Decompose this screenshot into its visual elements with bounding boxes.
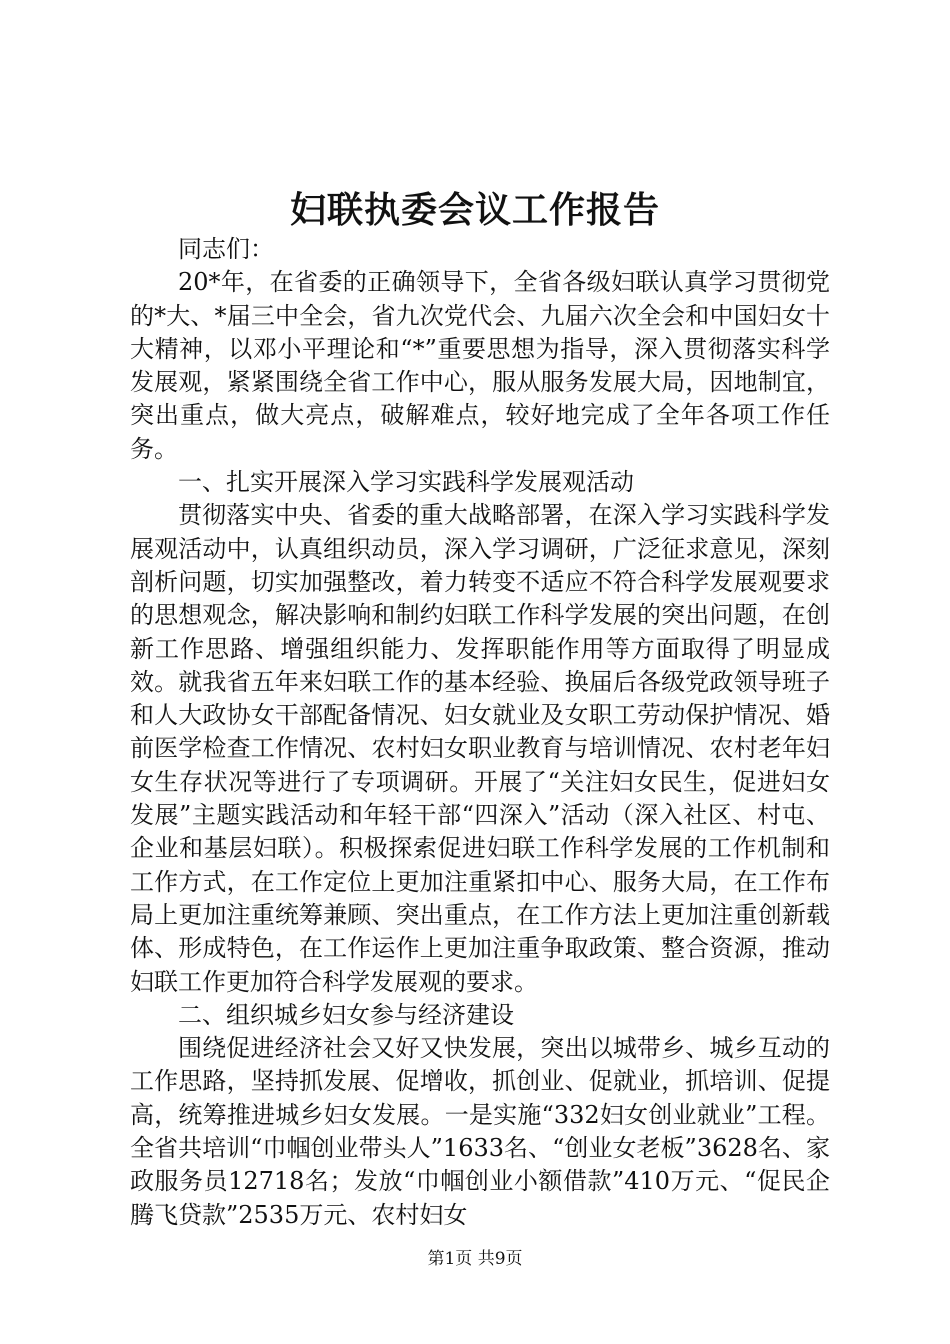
page-footer: 第1页 共9页 [427,1249,523,1269]
salutation-paragraph: 同志们： [178,235,274,263]
document-body [130,233,830,1232]
document-title: 妇联执委会议工作报告 [289,189,660,231]
section-heading-1: 一、扎实开展深入学习实践科学发展观活动 [178,468,634,497]
section-2-paragraph: 围绕促进经济社会又好又快发展，突出以城带乡、城乡互动的工作思路，坚持抓发展、促增收，抓创业、促就业，抓培训、促提高，统筹推进城乡妇女发展。一是实施“332妇女创业就业”工程。全省共培训“巾帼创业带头人”1633名、“创业女老板”3628名、家政服务员12718名；发放“巾帼创业小额借款”410万元、“促民企腾飞贷款”2535万元、农村妇女 [130,1034,830,1229]
intro-paragraph: 20*年，在省委的正确领导下，全省各级妇联认真学习贯彻党的*大、*届三中全会，省九次党代会、九届六次全会和中国妇女十大精神，以邓小平理论和“*”重要思想为指导，深入贯彻落实科学发展观，紧紧围绕全省工作中心，服从服务发展大局，因地制宜，突出重点，做大亮点，破解难点，较好地完成了全年各项工作任务。 [130,268,830,463]
section-1-paragraph: 贯彻落实中央、省委的重大战略部署，在深入学习实践科学发展观活动中，认真组织动员，深入学习调研，广泛征求意见，深刻剖析问题，切实加强整改，着力转变不适应不符合科学发展观要求的思想观念，解决影响和制约妇联工作科学发展的突出问题，在创新工作思路、增强组织能力、发挥职能作用等方面取得了明显成效。就我省五年来妇联工作的基本经验、换届后各级党政领导班子和人大政协女干部配备情况、妇女就业及女职工劳动保护情况、婚前医学检查工作情况、农村妇女职业教育与培训情况、农村老年妇女生存状况等进行了专项调研。开展了“关注妇女民生，促进妇女发展”主题实践活动和年轻干部“四深入”活动（深入社区、村屯、企业和基层妇联）。积极探索促进妇联工作科学发展的工作机制和工作方式，在工作定位上更加注重紧扣中心、服务大局，在工作布局上更加注重统筹兼顾、突出重点，在工作方法上更加注重创新载体、形成特色，在工作运作上更加注重争取政策、整合资源，推动妇联工作更加符合科学发展观的要求。 [130,501,830,996]
section-heading-2: 二、组织城乡妇女参与经济建设 [178,1000,514,1029]
